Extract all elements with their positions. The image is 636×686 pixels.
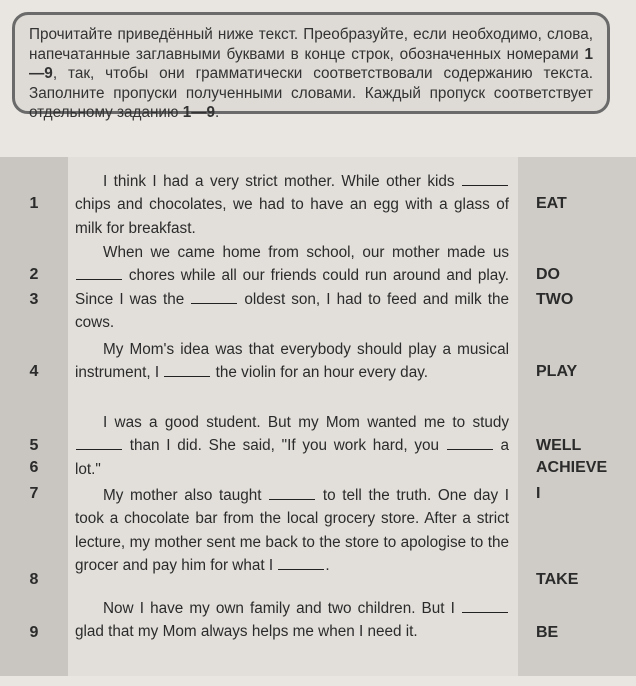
instructions-text-2: , так, чтобы они грамматически соответствовали содержанию текста. Заполните пропуски полученными словами. Каждый пропуск соответствует отдельному заданию: [29, 65, 593, 121]
instructions-text-1: Прочитайте приведённый ниже текст. Преобразуйте, если необходимо, слова, напечатанные заглавными буквами в конце строк, обозначенных номерами: [29, 26, 593, 63]
task-number-6: 6: [29, 459, 39, 476]
instructions-range-1: 1—9: [29, 45, 594, 82]
paragraph-2-text-c: oldest son, I had to feed and milk the cows.: [75, 290, 509, 331]
task-number-1: 1: [29, 195, 39, 212]
word-1: EAT: [536, 195, 567, 212]
word-2: DO: [536, 266, 560, 283]
paragraph-3: [75, 338, 509, 385]
word-9: BE: [536, 624, 559, 641]
blank-1[interactable]: [462, 171, 508, 186]
task-number-9: 9: [29, 624, 39, 641]
paragraph-5-text-b: to tell the truth. One day I took a chocolate bar from the local grocery store. After a strict lecture, my mother sent me back to the store to apologise to the grocer and pay him for what I: [75, 487, 510, 574]
paragraph-6-text-b: glad that my Mom always helps me when I need it.: [75, 623, 418, 641]
blank-9[interactable]: [462, 598, 508, 613]
paragraph-2-text-b: chores while all our friends could run around and play. Since I was the: [75, 267, 509, 308]
paragraph-4-text-c: a lot.": [75, 437, 510, 478]
task-number-4: 4: [29, 363, 39, 380]
paragraph-6: [75, 597, 509, 644]
paragraph-1-text-b: chips and chocolates, we had to have an egg with a glass of milk for breakfast.: [75, 196, 509, 237]
paragraph-2-text-a: When we came home from school, our mother made us: [103, 244, 509, 261]
numbers-column: [0, 157, 68, 676]
blank-3[interactable]: [191, 289, 237, 304]
instructions-box: [12, 12, 610, 121]
paragraph-5-text-a: My mother also taught: [103, 487, 262, 504]
blank-6[interactable]: [447, 435, 493, 450]
paragraph-4: [75, 411, 509, 481]
paragraph-3-text-b: the violin for an hour every day.: [215, 364, 428, 382]
paragraph-4-text-a: I was a good student. But my Mom wanted me to study: [103, 414, 509, 431]
paragraph-5-text-c: .: [325, 556, 330, 574]
word-6: ACHIEVE: [536, 459, 608, 476]
task-number-8: 8: [29, 571, 39, 588]
paragraph-1-text-a: I think I had a very strict mother. While other kids: [103, 173, 455, 190]
task-number-2: 2: [29, 266, 39, 283]
blank-7[interactable]: [269, 485, 315, 500]
paragraph-5: [75, 484, 509, 577]
blank-4[interactable]: [164, 362, 210, 377]
instructions-range-2: 1—9: [182, 104, 216, 121]
word-7: I: [536, 485, 541, 502]
task-number-5: 5: [29, 437, 39, 454]
task-number-7: 7: [29, 485, 39, 502]
exercise-table: [0, 157, 636, 676]
paragraph-3-text-a: My Mom's idea was that everybody should play a musical instrument, I: [75, 341, 509, 382]
paragraph-4-text-b: than I did. She said, "If you work hard, you: [129, 437, 440, 455]
word-4: PLAY: [536, 363, 578, 380]
blank-5[interactable]: [76, 435, 122, 450]
paragraph-2: [75, 241, 509, 334]
task-number-3: 3: [29, 291, 39, 308]
paragraph-6-text-a: Now I have my own family and two children. But I: [103, 600, 455, 617]
paragraph-1: [75, 170, 509, 240]
instructions-text-3: .: [215, 104, 220, 121]
blank-2[interactable]: [76, 265, 122, 280]
word-5: WELL: [536, 437, 582, 454]
blank-8[interactable]: [278, 555, 324, 570]
word-8: TAKE: [536, 571, 579, 588]
word-3: TWO: [536, 291, 574, 308]
words-column: [518, 157, 636, 676]
text-column: [68, 157, 518, 676]
